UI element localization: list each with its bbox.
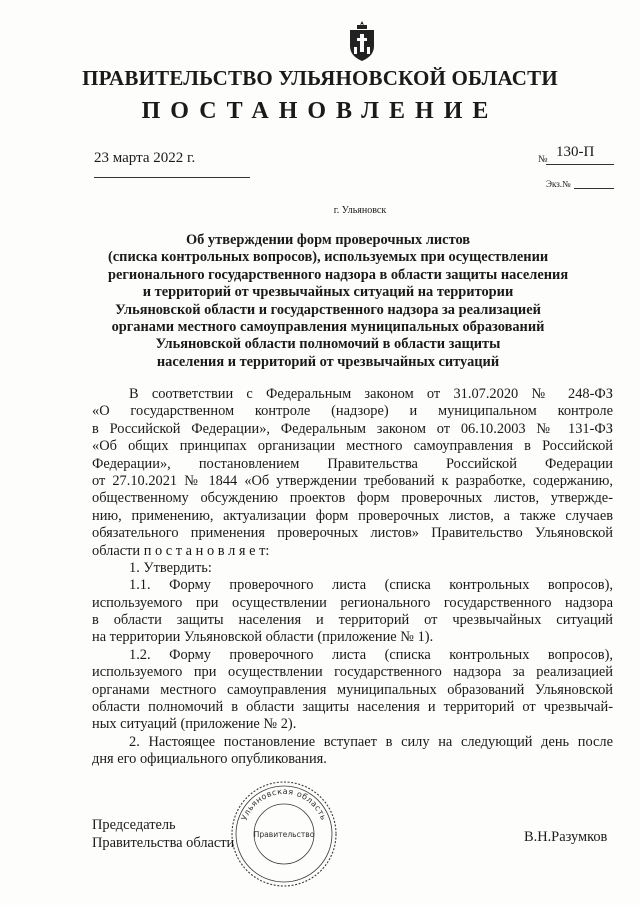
number-underline — [546, 164, 614, 165]
signatory-position — [92, 816, 234, 852]
body-line: в области защиты населения и территорий от чрезвычайных ситуаций — [92, 612, 613, 629]
clause-1-2: 1.2. Форму проверочного листа (списка контрольных вопросов), — [129, 646, 613, 663]
seal-center-text: Правительство — [253, 830, 315, 839]
number-sign: № — [538, 154, 548, 165]
body-line: В соответствии с Федеральным законом от 31.07.2020 № 248-ФЗ — [129, 386, 613, 402]
title-line: (списка контрольных вопросов), используемых при осуществлении — [108, 249, 549, 266]
body-line: общественному обсуждению проектов форм проверочных листов, утвержде- — [92, 490, 613, 507]
position-line: Председатель — [92, 817, 176, 833]
document-type: ПОСТАНОВЛЕНИЕ — [141, 98, 499, 124]
body-line: ных ситуаций (приложение № 2). — [92, 716, 297, 733]
body-line: дня его официального опубликования. — [92, 751, 327, 768]
body-line: нию, применению, актуализации форм проверочных листов, а также случаев — [92, 507, 613, 524]
body-line: области полномочий в области защиты населения и территорий от чрезвычай- — [92, 699, 613, 716]
decree-date: 23 марта 2022 г. — [94, 150, 196, 166]
body-line: области п о с т а н о в л я е т: — [92, 542, 270, 559]
clause-1: 1. Утвердить: — [129, 559, 212, 576]
title-line: населения и территорий от чрезвычайных ситуаций — [156, 353, 500, 370]
body-line: органами местного самоуправления муниципальных образований Ульяновской — [92, 681, 613, 698]
body-line: используемого при осуществлении регионального государственного надзора — [92, 594, 613, 611]
title-line: Ульяновской области и государственного надзора за реализацией — [115, 301, 541, 318]
title-line: Ульяновской области полномочий в области защиты — [155, 336, 501, 353]
government-name: ПРАВИТЕЛЬСТВО УЛЬЯНОВСКОЙ ОБЛАСТИ — [82, 66, 558, 90]
seal-ring-text: Ульяновская область — [239, 786, 329, 822]
title-line: органами местного самоуправления муниципальных образований — [111, 319, 545, 336]
clause-2: 2. Настоящее постановление вступает в силу на следующий день после — [129, 733, 613, 750]
official-seal — [228, 778, 340, 890]
title-line: и территорий от чрезвычайных ситуаций на территории — [142, 284, 514, 301]
clause-1-1: 1.1. Форму проверочного листа (списка контрольных вопросов), — [129, 577, 613, 594]
body-line: от 27.10.2021 № 1844 «Об утверждении требований к разработке, содержанию, — [92, 472, 613, 489]
date-underline — [94, 177, 250, 178]
title-line: Об утверждении форм проверочных листов — [185, 232, 471, 248]
city: г. Ульяновск — [333, 205, 387, 216]
coat-of-arms-icon — [348, 20, 376, 62]
body-line: обязательного применения проверочных листов» Правительство Ульяновской — [92, 525, 613, 542]
decree-title — [108, 232, 569, 371]
decree-number: 130-П — [556, 144, 595, 160]
body-line: в Российской Федерации», Федеральным законом от 06.10.2003 № 131-ФЗ — [92, 420, 613, 437]
signatory-name: В.Н.Разумков — [524, 829, 608, 845]
body-line: Федерации», постановлением Правительства Российской Федерации — [92, 455, 613, 472]
body-line: «Об общих принципах организации местного самоуправления в Российской — [92, 438, 613, 455]
copy-number-underline — [574, 188, 614, 189]
copy-number-label: Экз.№ — [546, 179, 571, 189]
body-line: «О государственном контроле (надзоре) и муниципальном контроле — [92, 403, 613, 420]
body-line: на территории Ульяновской области (приложение № 1). — [92, 629, 434, 646]
position-line: Правительства области — [92, 835, 235, 851]
title-line: регионального государственного надзора в области защиты населения — [108, 266, 569, 283]
body-line: используемого при осуществлении государственного надзора за реализацией — [92, 664, 613, 681]
decree-body — [92, 386, 613, 769]
